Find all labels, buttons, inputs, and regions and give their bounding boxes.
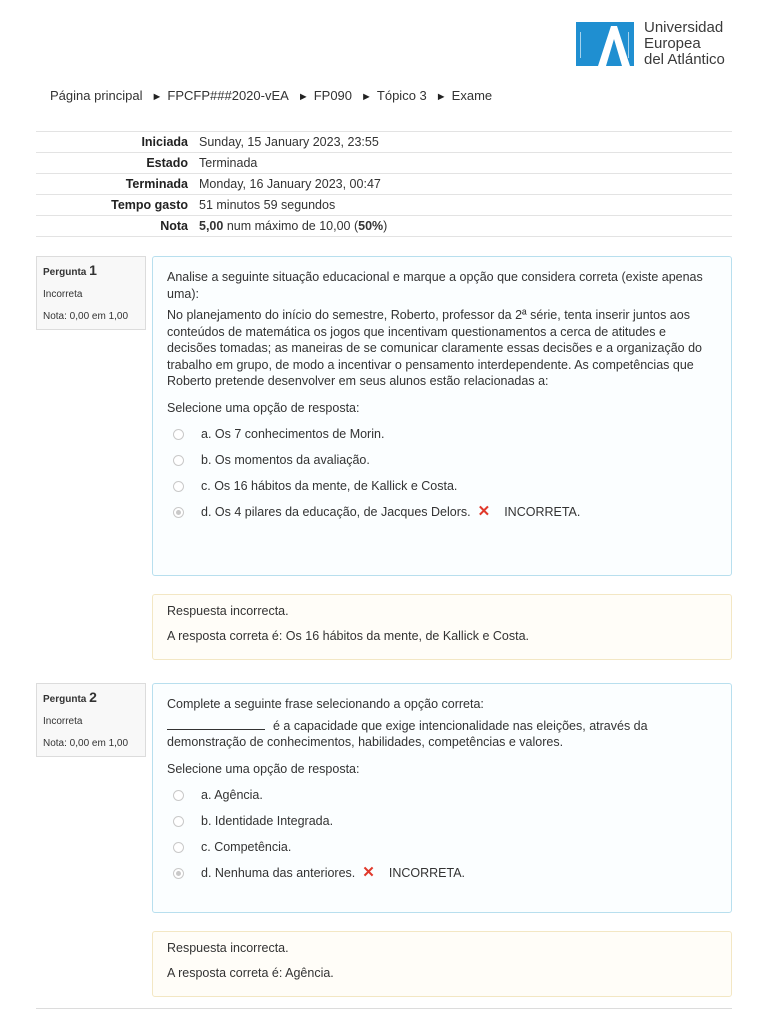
question-2-feedback	[152, 931, 732, 997]
grade-score: 5,00	[199, 219, 224, 233]
question-2-info	[36, 683, 146, 757]
radio-button[interactable]	[173, 790, 184, 801]
question-1-content	[152, 256, 732, 576]
breadcrumb-separator-icon: ►	[361, 91, 372, 103]
breadcrumb	[50, 88, 492, 103]
summary-value: Terminada	[199, 156, 258, 170]
option-label: b. Os momentos da avaliação.	[201, 452, 370, 467]
grade-max: num máximo de 10,00 (	[223, 219, 359, 233]
answer-option[interactable]	[167, 421, 717, 447]
breadcrumb-topic-link[interactable]: Tópico 3	[376, 88, 427, 103]
summary-value: Monday, 16 January 2023, 00:47	[199, 177, 381, 191]
answer-prompt: Selecione uma opção de resposta:	[167, 761, 360, 776]
question-sentence: é a capacidade que exige intencionalidade nas eleições, através da demonstração de conhecimentos, habilidades, competências e valores.	[167, 718, 648, 749]
answer-prompt: Selecione uma opção de resposta:	[167, 400, 360, 415]
option-label: b. Identidade Integrada.	[201, 813, 334, 828]
option-label: c. Os 16 hábitos da mente, de Kallick e Costa.	[201, 478, 458, 493]
logo-mark-icon	[576, 22, 634, 66]
summary-row	[36, 195, 732, 216]
summary-row	[36, 153, 732, 174]
summary-label: Iniciada	[141, 135, 188, 149]
question-text: Analise a seguinte situação educacional e marque a opção que considera correta (existe apenas uma):	[167, 270, 703, 301]
summary-value: 51 minutos 59 segundos	[199, 198, 336, 212]
question-text: No planejamento do início do semestre, Roberto, professor da 2ª série, tenta inserir juntos aos conteúdos de matemática os jogos que incentivam questionamentos a cerca de atitudes e decisões tomadas; as maneiras de se comunicar claramente essas decisões e a organização do trabalho em grupo, de modo a incentivar o pensamento interdependente. As competências que Roberto pretende desenvolver em seus alunos estão relacionadas a:	[167, 308, 703, 388]
radio-button[interactable]	[173, 455, 184, 466]
incorrect-x-icon: ✕	[477, 502, 491, 520]
blank-line	[167, 719, 265, 730]
incorrect-x-icon: ✕	[362, 863, 375, 881]
question-number	[43, 689, 139, 705]
option-label: d. Os 4 pilares da educação, de Jacques Delors.	[201, 504, 471, 519]
breadcrumb-exam-link[interactable]: Exame	[451, 88, 493, 103]
option-label: a. Agência.	[201, 787, 263, 802]
question-1-feedback	[152, 594, 732, 660]
feedback-text: Respuesta incorrecta.	[167, 941, 289, 955]
radio-button[interactable]	[173, 429, 184, 440]
breadcrumb-separator-icon: ►	[435, 91, 447, 103]
option-label: c. Competência.	[201, 839, 292, 854]
summary-label: Tempo gasto	[111, 198, 188, 212]
question-number-value: 2	[89, 689, 97, 705]
breadcrumb-course-link[interactable]: FPCFP###2020-vEA	[167, 88, 289, 103]
answer-option[interactable]	[167, 447, 717, 473]
correct-answer-text: A resposta correta é: Os 16 hábitos da mente, de Kallick e Costa.	[167, 629, 529, 643]
answer-option-selected[interactable]	[167, 860, 717, 886]
question-label: Pergunta	[43, 694, 87, 705]
option-label: a. Os 7 conhecimentos de Morin.	[201, 426, 385, 441]
question-number	[43, 262, 139, 278]
university-logo	[576, 20, 725, 68]
breadcrumb-separator-icon: ►	[297, 91, 309, 103]
radio-button-checked[interactable]	[173, 507, 184, 518]
option-label: d. Nenhuma das anteriores.	[201, 865, 356, 880]
logo-text	[644, 20, 725, 68]
breadcrumb-separator-icon: ►	[151, 91, 163, 103]
summary-row	[36, 174, 732, 195]
radio-button[interactable]	[173, 842, 184, 853]
summary-row	[36, 216, 732, 237]
question-text	[167, 718, 717, 751]
radio-button-checked[interactable]	[173, 868, 184, 879]
result-label: INCORRETA.	[388, 865, 466, 880]
answer-option[interactable]	[167, 473, 717, 499]
question-label: Pergunta	[43, 267, 87, 278]
question-2-content	[152, 683, 732, 913]
summary-label: Nota	[160, 219, 188, 233]
breadcrumb-module-link[interactable]: FP090	[313, 88, 353, 103]
summary-row	[36, 132, 732, 153]
summary-label: Estado	[146, 156, 188, 170]
logo-line-2: Europea	[644, 35, 701, 52]
grade-close: )	[383, 219, 388, 233]
answer-option[interactable]	[167, 782, 717, 808]
feedback-text: Respuesta incorrecta.	[167, 604, 289, 618]
radio-button[interactable]	[173, 481, 184, 492]
answer-option[interactable]	[167, 808, 717, 834]
question-status: Incorreta	[43, 716, 83, 727]
next-question-divider	[36, 1008, 732, 1009]
result-label: INCORRETA.	[504, 504, 581, 519]
grade-percent: 50%	[358, 219, 384, 233]
radio-button[interactable]	[173, 816, 184, 827]
question-1-info	[36, 256, 146, 330]
question-text: Complete a seguinte frase selecionando a opção correta:	[167, 697, 484, 711]
question-number-value: 1	[89, 262, 97, 278]
summary-value: Sunday, 15 January 2023, 23:55	[199, 135, 379, 149]
summary-grade-value	[195, 216, 732, 237]
answer-option[interactable]	[167, 834, 717, 860]
logo-line-1: Universidad	[644, 19, 724, 36]
correct-answer-text: A resposta correta é: Agência.	[167, 966, 334, 980]
breadcrumb-home-link[interactable]: Página principal	[50, 88, 143, 103]
question-grade: Nota: 0,00 em 1,00	[43, 738, 129, 749]
question-grade: Nota: 0,00 em 1,00	[43, 311, 129, 322]
question-status: Incorreta	[43, 289, 83, 300]
attempt-summary-table	[36, 131, 732, 237]
summary-label: Terminada	[125, 177, 188, 191]
answer-option-selected[interactable]	[167, 499, 717, 525]
logo-line-3: del Atlántico	[644, 51, 725, 68]
